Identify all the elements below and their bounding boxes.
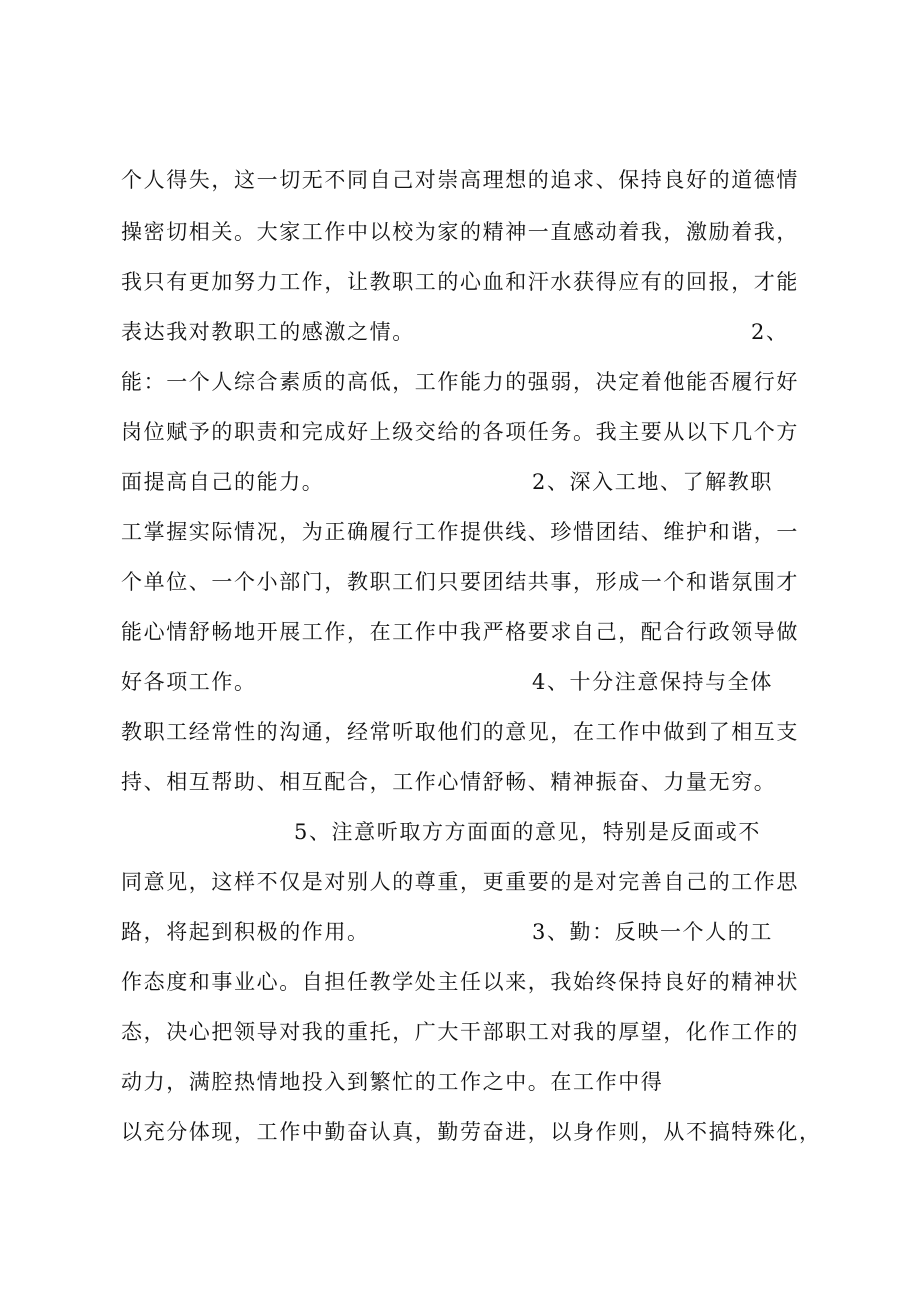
section-heading: 3、勤：反映一个人的工 <box>532 920 773 944</box>
section-heading: 4、十分注意保持与全体 <box>532 670 773 694</box>
line-text: 好各项工作。 <box>121 670 257 694</box>
line-text: 个人得失，这一切无不同自己对崇高理想的追求、保持良好的道德情 <box>121 168 799 192</box>
section-number: 2、 <box>751 320 789 344</box>
line-text: 个单位、一个小部门，教职工们只要团结共事，形成一个和谐氛围才 <box>121 570 799 594</box>
line-text: 能心情舒畅地开展工作，在工作中我严格要求自己，配合行政领导做 <box>121 620 799 644</box>
line-text: 以充分体现，工作中勤奋认真，勤劳奋进，以身作则，从不搞特殊化， <box>121 1120 822 1144</box>
line-text: 面提高自己的能力。 <box>121 470 325 494</box>
line-text: 能：一个人综合素质的高低，工作能力的强弱，决定着他能否履行好 <box>121 370 799 394</box>
line-text: 教职工经常性的沟通，经常听取他们的意见，在工作中做到了相互支 <box>121 720 799 744</box>
line-text: 路，将起到积极的作用。 <box>121 920 370 944</box>
line-text: 同意见，这样不仅是对别人的尊重，更重要的是对完善自己的工作思 <box>121 870 799 894</box>
line-text: 我只有更加努力工作，让教职工的心血和汗水获得应有的回报，才能 <box>121 270 799 294</box>
line-text: 作态度和事业心。自担任教学处主任以来，我始终保持良好的精神状 <box>121 970 799 994</box>
section-heading: 5、注意听取方方面面的意见，特别是反面或不 <box>294 820 761 844</box>
line-text: 动力，满腔热情地投入到繁忙的工作之中。在工作中得 <box>121 1070 664 1094</box>
line-text: 工掌握实际情况，为正确履行工作提供线、珍惜团结、维护和谐，一 <box>121 520 799 544</box>
line-text: 表达我对教职工的感激之情。 <box>121 320 415 344</box>
line-text: 持、相互帮助、相互配合，工作心情舒畅、精神振奋、力量无穷。 <box>121 770 777 794</box>
line-text: 态，决心把领导对我的重托，广大干部职工对我的厚望，化作工作的 <box>121 1020 799 1044</box>
line-text: 操密切相关。大家工作中以校为家的精神一直感动着我，激励着我， <box>121 220 799 244</box>
section-heading: 2、深入工地、了解教职 <box>532 470 773 494</box>
line-text: 岗位赋予的职责和完成好上级交给的各项任务。我主要从以下几个方 <box>121 420 799 444</box>
